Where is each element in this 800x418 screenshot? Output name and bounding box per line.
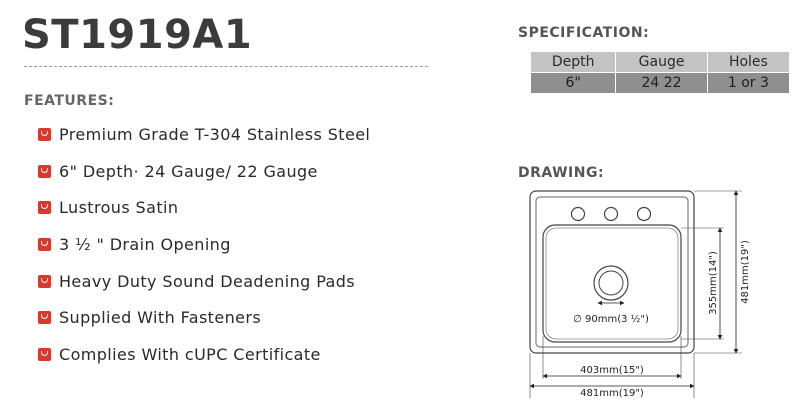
spec-header-holes: Holes	[707, 52, 789, 73]
features-list	[38, 116, 370, 373]
spec-value-holes: 1 or 3	[707, 73, 789, 94]
feature-text: Heavy Duty Sound Deadening Pads	[59, 271, 356, 291]
inner-height-label: 355mm(14")	[708, 251, 719, 315]
feature-item	[38, 299, 370, 336]
specification-table	[530, 51, 790, 94]
feature-item	[38, 189, 370, 226]
outer-height-label: 481mm(19")	[740, 240, 751, 304]
drawing-heading: DRAWING:	[518, 165, 605, 181]
spec-value-gauge: 24 22	[616, 73, 707, 94]
feature-item	[38, 226, 370, 263]
bullet-icon	[38, 311, 51, 324]
feature-text: Lustrous Satin	[59, 198, 179, 218]
sink-outer-rim	[530, 191, 694, 353]
features-heading: FEATURES:	[24, 93, 115, 109]
bullet-icon	[38, 201, 51, 214]
spec-value-depth: 6"	[531, 73, 616, 94]
feature-text: Supplied With Fasteners	[59, 308, 262, 328]
feature-text: Premium Grade T-304 Stainless Steel	[59, 124, 371, 144]
feature-text: 6" Depth· 24 Gauge/ 22 Gauge	[59, 161, 318, 181]
bullet-icon	[38, 128, 51, 141]
bullet-icon	[38, 275, 51, 288]
spec-value-row	[531, 73, 790, 94]
spec-header-gauge: Gauge	[616, 52, 707, 73]
feature-item	[38, 263, 370, 300]
inner-width-label: 403mm(15")	[580, 365, 644, 376]
feature-item	[38, 116, 370, 153]
bullet-icon	[38, 238, 51, 251]
outer-width-label: 481mm(19")	[580, 388, 644, 399]
spec-header-depth: Depth	[531, 52, 616, 73]
title-divider	[24, 66, 428, 67]
feature-item	[38, 153, 370, 190]
sink-drawing	[520, 186, 800, 418]
feature-text: 3 ½ " Drain Opening	[59, 234, 231, 254]
feature-item	[38, 336, 370, 373]
bullet-icon	[38, 348, 51, 361]
feature-text: Complies With cUPC Certificate	[59, 344, 321, 364]
bullet-icon	[38, 165, 51, 178]
drain-dimension-label: ∅ 90mm(3 ½")	[573, 314, 649, 325]
model-number: ST1919A1	[22, 12, 253, 58]
specification-heading: SPECIFICATION:	[518, 25, 650, 41]
spec-header-row	[531, 52, 790, 73]
